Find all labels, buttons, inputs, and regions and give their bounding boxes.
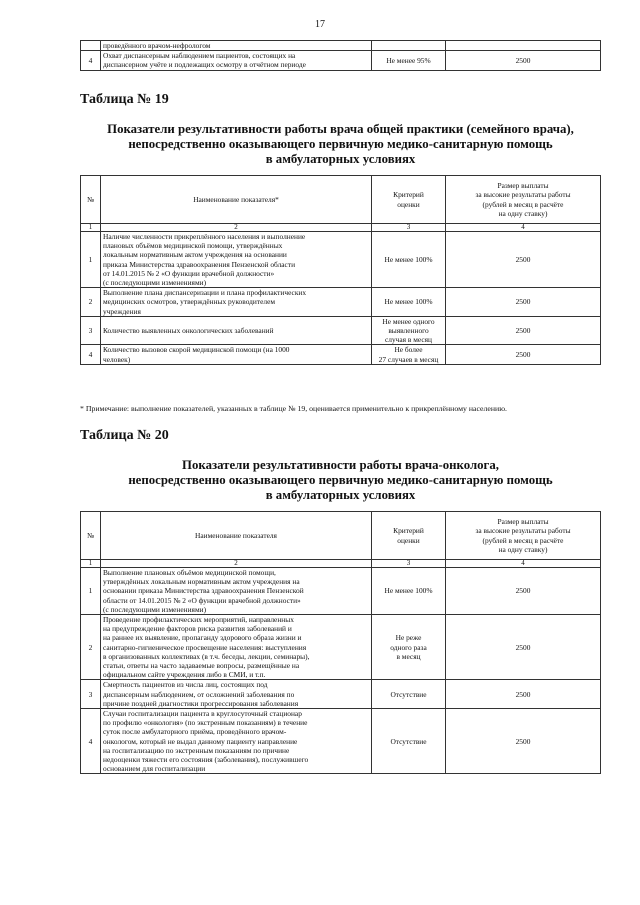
criterion: Не менее 95% bbox=[372, 51, 446, 70]
payment: 2500 bbox=[446, 680, 601, 709]
table-row bbox=[81, 51, 601, 70]
table19-title: Показатели результативности работы врача общей практики (семейного врача), непосредственно оказывающего первичную медико-санитарную помощь в амбулаторных условиях bbox=[107, 122, 574, 166]
indicator-name: Смертность пациентов из числа лиц, состоящих под диспансерным наблюдением, от осложнений заболевания по причине поздней диагностики прогрессирования заболевания bbox=[101, 680, 372, 709]
criterion: Отсутствие bbox=[372, 709, 446, 774]
payment: 2500 bbox=[446, 568, 601, 615]
row-number: 4 bbox=[81, 51, 101, 70]
table-row bbox=[81, 316, 601, 345]
criterion: Не менее 100% bbox=[372, 232, 446, 288]
payment bbox=[446, 41, 601, 51]
continued-table bbox=[80, 40, 601, 71]
header-num: № bbox=[81, 176, 101, 224]
row-number: 4 bbox=[81, 709, 101, 774]
table-row bbox=[81, 680, 601, 709]
row-number: 1 bbox=[81, 232, 101, 288]
table-row bbox=[81, 568, 601, 615]
table-header bbox=[81, 176, 601, 224]
table-row bbox=[81, 615, 601, 680]
table-row bbox=[81, 232, 601, 288]
header-name: Наименование показателя* bbox=[101, 176, 372, 224]
criterion: Отсутствие bbox=[372, 680, 446, 709]
payment: 2500 bbox=[446, 51, 601, 70]
header-payment: Размер выплаты за высокие результаты работы (рублей в месяц в расчёте на одну ставку) bbox=[446, 512, 601, 560]
header-num: № bbox=[81, 512, 101, 560]
row-number: 2 bbox=[81, 615, 101, 680]
criterion: Не менее 100% bbox=[372, 568, 446, 615]
indicator-name: Количество выявленных онкологических заболеваний bbox=[101, 316, 372, 345]
row-number bbox=[81, 41, 101, 51]
payment: 2500 bbox=[446, 345, 601, 364]
table20 bbox=[80, 511, 601, 774]
row-number: 3 bbox=[81, 680, 101, 709]
row-number: 4 bbox=[81, 345, 101, 364]
indicator-name: Охват диспансерным наблюдением пациентов, состоящих на диспансерном учёте и подлежащих осмотру в отчётном периоде bbox=[101, 51, 372, 70]
row-number: 1 bbox=[81, 568, 101, 615]
table19-label: Таблица № 19 bbox=[80, 92, 169, 107]
page-number: 17 bbox=[315, 19, 325, 30]
indicator-name: Выполнение плановых объёмов медицинской помощи, утверждённых локальным нормативным актом учреждения на основании приказа Министерства здравоохранения Пензенской области от 14.01.2015 № 2 «О функции врачебной должности» (с последующими изменениями) bbox=[101, 568, 372, 615]
header-payment: Размер выплаты за высокие результаты работы (рублей в месяц в расчёте на одну ставку) bbox=[446, 176, 601, 224]
criterion: Не реже одного раза в месяц bbox=[372, 615, 446, 680]
payment: 2500 bbox=[446, 709, 601, 774]
indicator-name: Выполнение плана диспансеризации и плана профилактических медицинских осмотров, утверждённых руководителем учреждения bbox=[101, 288, 372, 317]
table19-note: * Примечание: выполнение показателей, указанных в таблице № 19, оценивается применительно к прикреплённому населению. bbox=[80, 404, 507, 413]
row-number: 3 bbox=[81, 316, 101, 345]
table-row bbox=[81, 709, 601, 774]
table20-title: Показатели результативности работы врача-онколога, непосредственно оказывающего первичную медико-санитарную помощь в амбулаторных условиях bbox=[128, 458, 553, 502]
table20-label: Таблица № 20 bbox=[80, 428, 169, 443]
indicator-name: Количество вызовов скорой медицинской помощи (на 1000 человек) bbox=[101, 345, 372, 364]
indicator-name: проведённого врачом-нефрологом bbox=[101, 41, 372, 51]
payment: 2500 bbox=[446, 615, 601, 680]
indicator-name: Случаи госпитализации пациента в круглосуточный стационар по профилю «онкология» (по экстренным показаниям) в течение суток после амбулаторного приёма, проведённого врачом- онкологом, который не выдал данному пациенту направление на госпитализацию по экстренным показаниям по причине недооценки тяжести его состояния (заболевания), послужившего основанием для госпитализации bbox=[101, 709, 372, 774]
table-header bbox=[81, 512, 601, 560]
payment: 2500 bbox=[446, 232, 601, 288]
header-criterion: Критерий оценки bbox=[372, 512, 446, 560]
index-row: 1 2 3 4 bbox=[81, 224, 601, 232]
table19 bbox=[80, 175, 601, 365]
indicator-name: Проведение профилактических мероприятий, направленных на предупреждение факторов риска развития заболеваний и на раннее их выявление, пропаганду здорового образа жизни и санитарно-гигиеническое просвещение населения: выступления в организованных коллективах (в т.ч. беседы, лекции, семинары), статьи, ответы на часто задаваемые вопросы, размещённые на официальном сайте учреждения либо в СМИ, и т.п. bbox=[101, 615, 372, 680]
header-name: Наименование показателя bbox=[101, 512, 372, 560]
criterion: Не более 27 случаев в месяц bbox=[372, 345, 446, 364]
table-row bbox=[81, 288, 601, 317]
criterion: Не менее 100% bbox=[372, 288, 446, 317]
table-row bbox=[81, 41, 601, 51]
table-row bbox=[81, 345, 601, 364]
header-criterion: Критерий оценки bbox=[372, 176, 446, 224]
criterion: Не менее одного выявленного случая в месяц bbox=[372, 316, 446, 345]
criterion bbox=[372, 41, 446, 51]
indicator-name: Наличие численности прикреплённого населения и выполнение плановых объёмов медицинской помощи, утверждённых локальным нормативным актом учреждения на основании приказа Министерства здравоохранения Пензенской области от 14.01.2015 № 2 «О функции врачебной должности» (с последующими изменениями) bbox=[101, 232, 372, 288]
row-number: 2 bbox=[81, 288, 101, 317]
payment: 2500 bbox=[446, 288, 601, 317]
index-row: 1 2 3 4 bbox=[81, 560, 601, 568]
payment: 2500 bbox=[446, 316, 601, 345]
